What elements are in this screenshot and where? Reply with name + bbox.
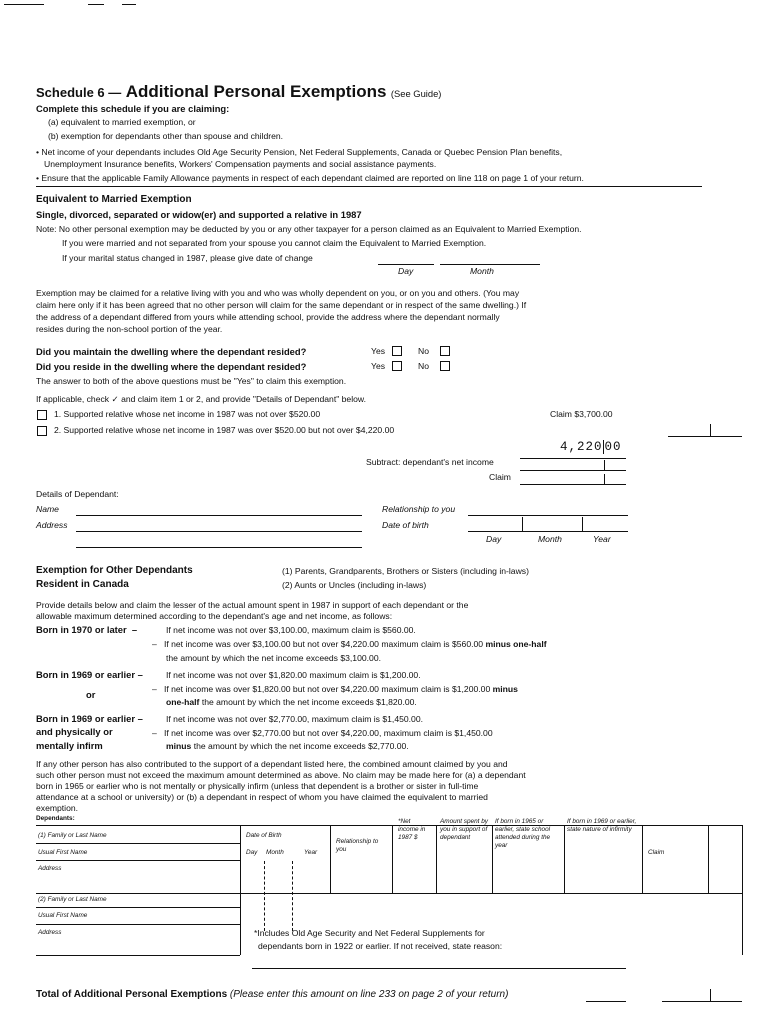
q2-yes-label: Yes [371,361,386,371]
intro-bullet-2: • Ensure that the applicable Family Allowance payments in respect of each dependant claimed are reported on line 118 on page 1 of your return. [36,173,584,183]
rule2-c [166,697,417,707]
subtract-label: Subtract: dependant's net income [366,457,494,467]
dob-label: Date of birth [382,520,429,530]
emx-married-line: If you were married and not separated from your spouse you cannot claim the Equivalent to Married Exemption. [62,238,487,248]
other-heading-2: Resident in Canada [36,579,129,590]
rule3-c-text: the amount by which the net income exceeds $2,770.00. [193,741,409,751]
rule1-c: the amount by which the net income exceeds $3,100.00. [166,653,381,663]
emx-para-1: Exemption may be claimed for a relative living with you and who was wholly dependent on you, or on you and others. (You may [36,288,520,298]
rule1-b-text: If net income was over $3,100.00 but not over $4,220.00 maximum claim is $560.00 [163,639,484,649]
title-prefix: Schedule 6 — [36,85,122,100]
dependant-address-field-2[interactable] [76,547,362,548]
emx-para-4: resides during the non-school portion of the year. [36,324,223,334]
rule1-a: If net income was not over $3,100.00, maximum claim is $560.00. [166,625,416,635]
max-amount-cents: 00 [604,440,622,454]
q1-no-checkbox[interactable] [440,346,450,356]
item1-text: 1. Supported relative whose net income in 1987 was not over $520.00 [54,409,321,419]
emx-heading: Equivalent to Married Exemption [36,194,192,205]
item1-checkbox[interactable] [37,410,47,420]
table-dob-month: Month [266,849,284,856]
q1-yes-label: Yes [371,346,386,356]
contrib-line-3: born in 1965 or earlier who is not mentally or physically infirm (unless that dependent is a brother or sister in full-time [36,781,479,791]
max-amount-dollars: 4,220 [560,440,603,454]
details-label: Details of Dependant: [36,489,119,499]
emx-para-3: the address of a dependant differed from yours while attending school, provide the address where the dependant normally [36,312,500,322]
table-first-name-2: Usual First Name [38,912,88,919]
dependant-address-field[interactable] [76,531,362,532]
dependant-name-field[interactable] [76,515,362,516]
schedule-title [36,82,441,102]
intro-bullet-1-cont: Unemployment Insurance benefits, Workers' Compensation payments and social assistance payments. [44,159,437,169]
intro-bullet-1: • Net income of your dependants includes Old Age Security Pension, Net Federal Supplements, Canada or Quebec Pension Plan benefits, [36,147,563,157]
intro-item-b: (b) exemption for dependants other than spouse and children. [48,131,284,141]
rule3-label-1: Born in 1969 or earlier – [36,713,143,724]
item-claim-total-field[interactable] [668,436,742,437]
table-dob-year: Year [304,849,318,856]
rule1-b-bold: minus one-half [485,639,547,649]
intro-heading: Complete this schedule if you are claiming: [36,103,230,114]
table-dob-header: Date of Birth [246,832,282,839]
intro-bullet-2-text: Ensure that the applicable Family Allowance payments in respect of each dependant claimed are reported on line 118 on page 1 of your return. [41,173,584,183]
q2-no-checkbox[interactable] [440,361,450,371]
q1-no-label: No [418,346,429,356]
rule3-label-2: and physically or [36,726,113,737]
total-amount-field[interactable] [662,1001,742,1002]
other-heading-1: Exemption for Other Dependants [36,565,193,576]
emx-note: Note: No other personal exemption may be deducted by you or any other taxpayer for a person claimed as an Equivalent to Married Exemption. [36,224,582,234]
emx-subheading: Single, divorced, separated or widow(er) and supported a relative in 1987 [36,209,362,220]
q2-yes-checkbox[interactable] [392,361,402,371]
table-claim-header: Claim [648,849,665,856]
contrib-line-2: such other person must not exceed the maximum amount determined as above. No claim may be made here for (a) a dependant [36,770,526,780]
total-label: Total of Additional Personal Exemptions [36,989,228,1000]
table-dob-day: Day [246,849,258,856]
emx-marital-change: If your marital status changed in 1987, please give date of change [62,253,313,263]
other-category-1: (1) Parents, Grandparents, Brothers or Sisters (including in-laws) [282,566,529,576]
item2-checkbox[interactable] [37,426,47,436]
table-school-header: If born in 1965 or earlier, state school attended during the year [495,818,551,849]
net-income-field[interactable] [520,470,626,471]
title-suffix: (See Guide) [390,88,442,99]
table-address-1: Address [38,865,62,872]
table-dependants-label: Dependants: [36,815,75,822]
rule2-b-text: If net income was over $1,820.00 but not over $4,220.00 maximum claim is $1,200.00 [163,684,491,694]
rule2-b-bold: minus [492,684,518,694]
title-main: Additional Personal Exemptions [125,82,387,101]
intro-item-a: (a) equivalent to married exemption, or [48,117,196,127]
item1-claim: Claim $3,700.00 [550,409,613,419]
table-first-name-1: Usual First Name [38,849,88,856]
rule2-or: or [86,689,96,700]
footnote-reason-field[interactable] [252,968,626,969]
rule3-label-1-text: Born in 1969 or earlier [36,713,136,724]
rule1-label-text: Born in 1970 or later [36,624,127,635]
dob-day-label: Day [486,534,502,544]
name-label: Name [36,504,59,514]
provide-line-2: allowable maximum determined according to the dependant's age and net income, as follows: [36,611,393,621]
claim-label: Claim [489,472,511,482]
relationship-field[interactable] [468,515,628,516]
table-family-name-2: (2) Family or Last Name [38,896,107,903]
max-amount [560,440,622,454]
rule3-label-3: mentally infirm [36,740,103,751]
answer-note: The answer to both of the above questions must be "Yes" to claim this exemption. [36,376,347,386]
rule2-a: If net income was not over $1,820.00 maximum claim is $1,200.00. [166,670,421,680]
footnote-line-2: dependants born in 1922 or earlier. If not received, state reason: [258,941,503,951]
table-family-name-1: (1) Family or Last Name [38,832,107,839]
footnote-line-1: *Includes Old Age Security and Net Federal Supplements for [254,928,485,938]
contrib-line-4: attendance at a school or university) or (b) a dependant in respect of whom you have claimed the equivalent to married [36,792,488,802]
relationship-label: Relationship to you [382,504,456,514]
emx-para-2: claim here only if it has been agreed that no other person will claim for the same dependant or in respect of the same dwelling.) If [36,300,527,310]
marital-day-label: Day [398,266,414,276]
rule3-c [166,741,409,751]
q2-no-label: No [418,361,429,371]
rule2-label: Born in 1969 or earlier – [36,669,143,680]
marital-day-field[interactable] [378,264,434,265]
rule3-b: – If net income was over $2,770.00 but not over $4,220.00, maximum claim is $1,450.00 [152,728,493,738]
dob-field[interactable] [468,531,628,532]
total-instruction: (Please enter this amount on line 233 on page 2 of your return) [229,989,509,1000]
table-net-income-header: *Net income in 1987 $ [398,818,426,841]
dob-year-label: Year [593,534,611,544]
rule3-b-text: If net income was over $2,770.00 but not over $4,220.00, maximum claim is $1,450.00 [163,728,493,738]
table-relationship-header: Relationship to you [336,838,379,853]
rule3-a: If net income was not over $2,770.00, maximum claim is $1,450.00. [166,714,423,724]
claim-field[interactable] [520,484,626,485]
check-note: If applicable, check ✓ and claim item 1 or 2, and provide "Details of Dependant" below. [36,394,367,404]
total-line [36,989,508,1000]
rule2-b: – If net income was over $1,820.00 but not over $4,220.00 maximum claim is $1,200.00 minus [152,684,518,694]
provide-line-1: Provide details below and claim the lesser of the actual amount spent in 1987 in support of each dependant or the [36,600,469,610]
table-amount-spent-header: Amount spent by you in support of dependant [440,818,488,841]
rule2-c-bold: one-half [166,697,200,707]
q-reside-dwelling: Did you reside in the dwelling where the dependant resided? [36,361,307,372]
item2-text: 2. Supported relative whose net income in 1987 was over $520.00 but not over $4,220.00 [54,425,395,435]
table-infirmity-header: If born in 1969 or earlier, state nature of infirmity [567,818,637,833]
q-maintain-dwelling: Did you maintain the dwelling where the dependant resided? [36,346,307,357]
rule3-c-bold: minus [166,741,192,751]
rule1-label: Born in 1970 or later – [36,624,138,635]
contrib-line-5: exemption. [36,803,79,813]
marital-month-label: Month [470,266,494,276]
marital-month-field[interactable] [440,264,540,265]
address-label: Address [36,520,68,530]
rule2-c-text: the amount by which the net income exceeds $1,820.00. [201,697,417,707]
contrib-line-1: If any other person has also contributed to the support of a dependant listed here, the combined amount claimed by you and [36,759,508,769]
dob-month-label: Month [538,534,562,544]
rule2-label-text: Born in 1969 or earlier [36,669,136,680]
q1-yes-checkbox[interactable] [392,346,402,356]
table-address-2: Address [38,929,62,936]
intro-bullet-1-text: Net income of your dependants includes Old Age Security Pension, Net Federal Supplements, Canada or Quebec Pension Plan benefits, [41,147,563,157]
other-category-2: (2) Aunts or Uncles (including in-laws) [282,580,427,590]
rule1-b: – If net income was over $3,100.00 but not over $4,220.00 maximum claim is $560.00 minus one-half [152,639,547,649]
